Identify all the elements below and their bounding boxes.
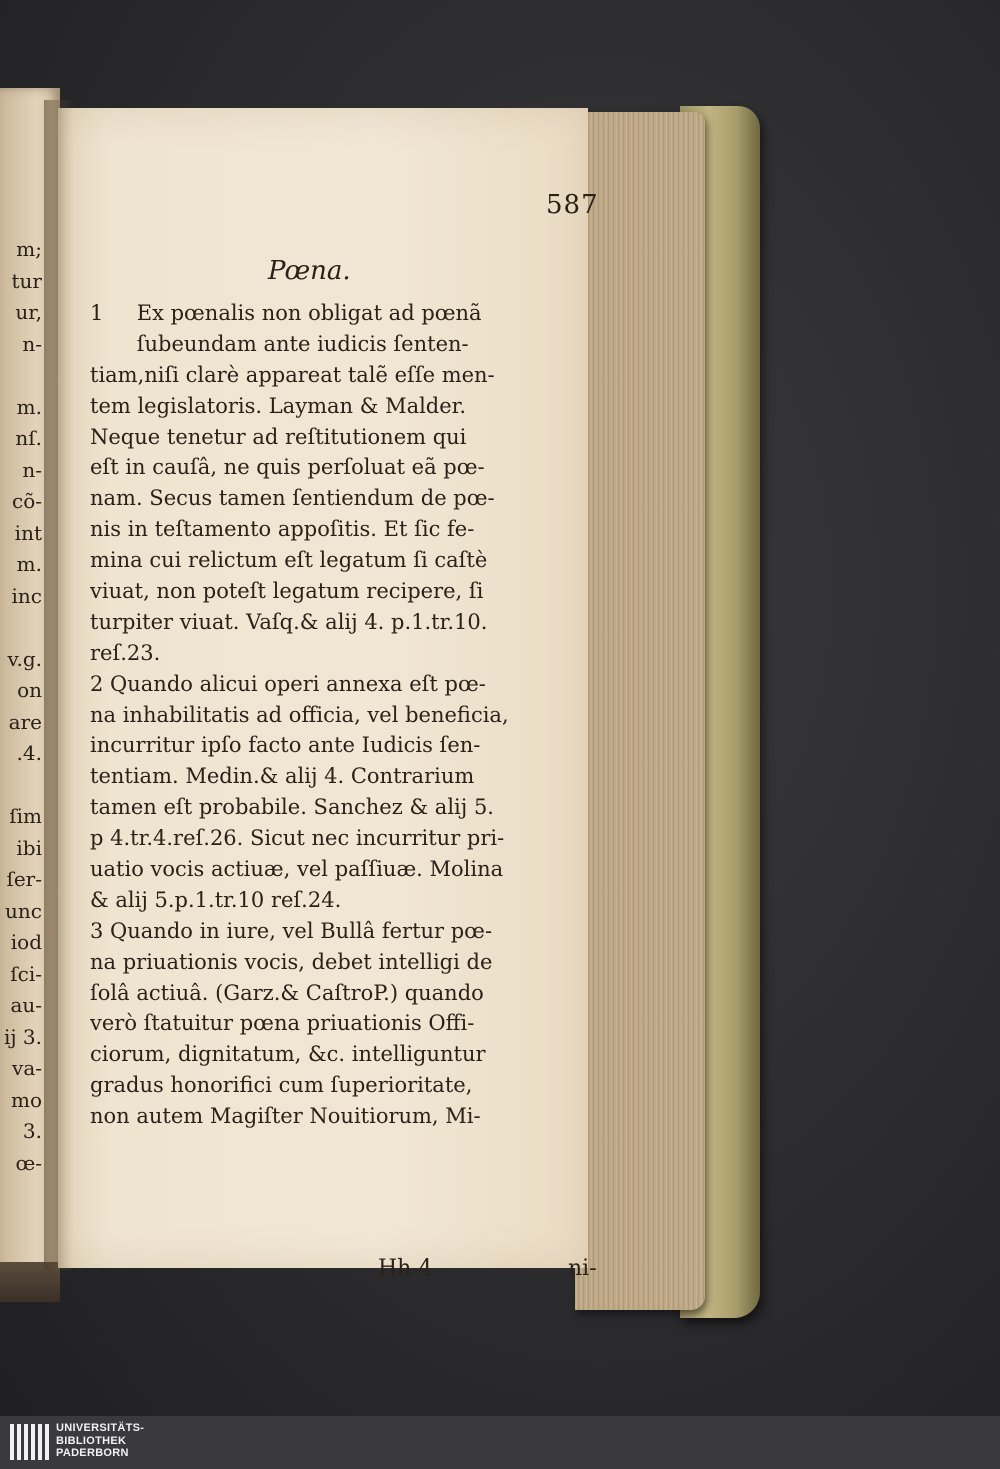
text-line: tamen eſt probabile. Sanchez & alij 5.: [90, 795, 494, 820]
left-fragment: [0, 360, 42, 392]
left-fragment: on: [17, 678, 42, 702]
left-fragment: ſer-: [6, 867, 42, 891]
library-name-line2: BIBLIOTHEK: [56, 1434, 127, 1447]
left-fragment: 3.: [22, 1119, 42, 1143]
left-fragment: n-: [22, 457, 42, 482]
text-line: ciorum, dignitatum, &c. intelliguntur: [90, 1042, 486, 1067]
left-fragment: œ-: [15, 1150, 42, 1175]
text-line: incurritur ipſo facto ante Iudicis ſen-: [90, 733, 481, 758]
text-line: verò ſtatuitur pœna priuationis Offi-: [90, 1011, 475, 1036]
left-fragment: [0, 612, 42, 644]
text-line: p 4.tr.4.reſ.26. Sicut nec incurritur pri-: [90, 826, 505, 851]
text-line: ſubeundam ante iudicis ſenten-: [90, 331, 469, 356]
left-fragment: inc: [11, 583, 42, 608]
signature-mark: Hh 4: [378, 1256, 433, 1281]
library-name: [56, 1422, 144, 1460]
left-fragment: ibi: [16, 835, 42, 860]
left-fragment: m;: [16, 237, 42, 261]
left-fragment: ij 3.: [3, 1024, 42, 1049]
text-line: ſolâ actiuâ. (Garz.& CaſtroP.) quando: [90, 980, 484, 1005]
left-fragment: are: [8, 709, 42, 734]
left-fragment: ſim: [9, 804, 42, 828]
left-fragment: mo: [10, 1087, 42, 1112]
left-fragment: ur,: [15, 300, 42, 324]
left-fragment: ſci-: [10, 961, 42, 986]
text-line: mina cui relictum eſt legatum ſi caſtè: [90, 548, 488, 573]
text-line: uatio vocis actiuæ, vel paſſiuæ. Molina: [90, 857, 504, 882]
left-fragment: va-: [12, 1056, 42, 1080]
page-heading: Pœna.: [268, 256, 351, 286]
left-fragment: int: [14, 520, 42, 545]
left-fragment: cõ-: [12, 489, 42, 513]
library-name-line3: PADERBORN: [56, 1447, 129, 1459]
left-fragment: m.: [16, 552, 42, 576]
text-line: 2 Quando alicui operi annexa eſt pœ-: [90, 671, 486, 696]
left-fragment: [0, 770, 42, 802]
text-line: turpiter viuat. Vaſq.& alij 4. p.1.tr.10.: [90, 609, 488, 634]
text-line: nis in teſtamento appoſitis. Et ſic fe-: [90, 517, 475, 542]
left-fragment: nſ.: [15, 426, 42, 450]
body-text: [90, 298, 560, 1132]
catchword: ni-: [568, 1256, 597, 1281]
text-line: nam. Secus tamen ſentiendum de pœ-: [90, 486, 495, 511]
text-line: reſ.23.: [90, 640, 161, 665]
left-fragment: m.: [16, 394, 42, 419]
text-line: tem legislatoris. Layman & Malder.: [90, 393, 467, 418]
library-name-line1: UNIVERSITÄTS-: [56, 1422, 145, 1434]
left-fragment: .4.: [16, 741, 42, 765]
left-fragment: unc: [5, 898, 42, 923]
text-line: non autem Magiſter Nouitiorum, Mi-: [90, 1104, 481, 1129]
text-line: 1 Ex pœnalis non obligat ad pœnã: [90, 301, 482, 325]
text-line: gradus honorifici cum ſuperioritate,: [90, 1073, 473, 1098]
left-fragment: tur: [11, 268, 42, 293]
left-fragment: iod: [10, 930, 42, 954]
left-fragment: n-: [22, 331, 42, 356]
library-logo-bar: [0, 1416, 1000, 1469]
book-page: [58, 108, 599, 1281]
text-line: & alij 5.p.1.tr.10 reſ.24.: [90, 887, 342, 912]
page-number: 587: [546, 190, 599, 220]
page-block-edges: [575, 112, 705, 1310]
text-line: viuat, non poteſt legatum recipere, ſi: [90, 579, 484, 604]
left-fragment: v.g.: [7, 646, 42, 671]
text-line: na priuationis vocis, debet intelligi de: [90, 949, 493, 974]
text-line: eſt in cauſâ, ne quis perſoluat eã pœ-: [90, 455, 485, 480]
text-line: 3 Quando in iure, vel Bullâ fertur pœ-: [90, 918, 493, 943]
left-fragment: au-: [10, 993, 42, 1017]
book-gutter: [44, 100, 74, 1270]
text-line: tiam,niſi clarè appareat talẽ eſſe men-: [90, 362, 495, 387]
text-line: na inhabilitatis ad officia, vel beneficia,: [90, 702, 509, 727]
text-line: Neque tenetur ad reſtitutionem qui: [90, 424, 467, 449]
left-page-text: [0, 234, 42, 1179]
library-logo-icon: [10, 1424, 50, 1460]
text-line: tentiam. Medin.& alij 4. Contrarium: [90, 764, 475, 789]
